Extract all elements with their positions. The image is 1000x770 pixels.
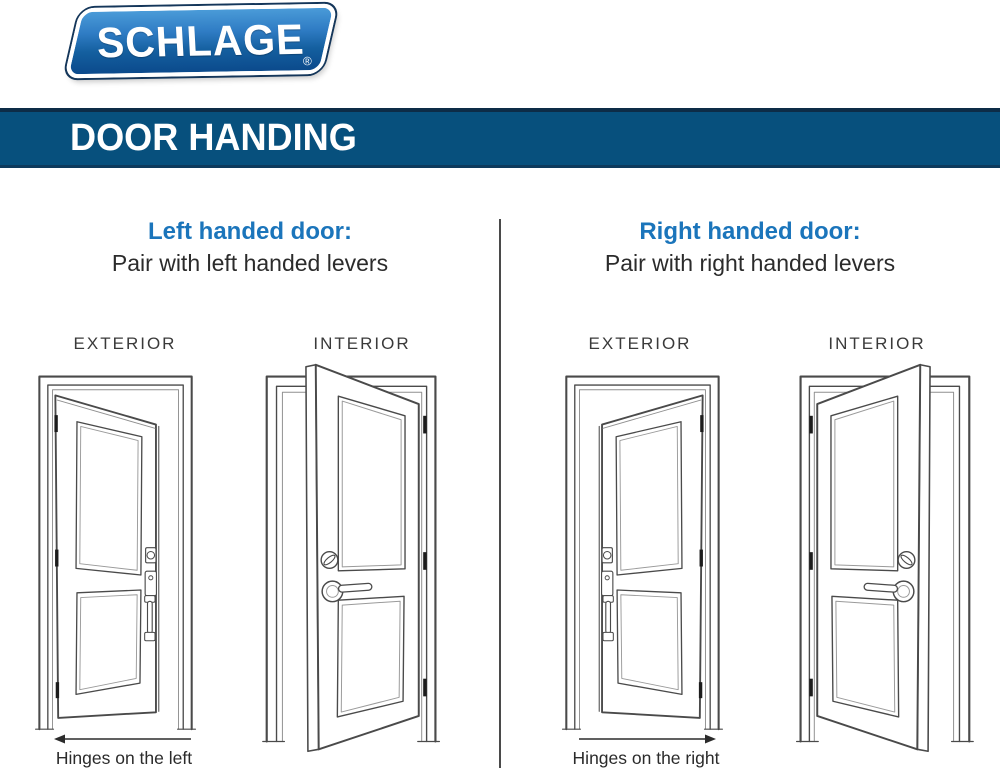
right-exterior-label: EXTERIOR — [588, 334, 692, 353]
schlage-logo — [72, 6, 330, 76]
right-handed-door-heading: Right handed door: — [639, 218, 861, 245]
right-column-header — [500, 218, 1000, 277]
column-divider — [499, 219, 501, 768]
right-interior-label: INTERIOR — [828, 334, 926, 353]
left-arrow-icon — [54, 733, 194, 745]
left-column-header — [0, 218, 500, 277]
right-arrow-icon — [576, 733, 716, 745]
schlage-logo-text: SCHLAGE — [95, 14, 307, 67]
left-handed-door-heading: Left handed door: — [148, 218, 352, 245]
title-banner — [0, 108, 1000, 168]
page-title: DOOR HANDING — [70, 117, 357, 159]
left-interior-label: INTERIOR — [313, 334, 411, 353]
left-handed-door-subheading: Pair with left handed levers — [111, 250, 389, 276]
right-interior-door-diagram — [778, 358, 984, 762]
right-hinge-caption-text: Hinges on the right — [572, 748, 720, 768]
left-exterior-door-diagram — [30, 370, 202, 732]
right-exterior-door-diagram — [556, 370, 728, 732]
right-handed-door-subheading: Pair with right handed levers — [604, 250, 896, 276]
schlage-logo-shape — [64, 4, 338, 79]
left-exterior-label: EXTERIOR — [73, 334, 177, 353]
left-interior-door-diagram — [252, 358, 458, 762]
left-hinge-caption-text: Hinges on the left — [55, 748, 193, 768]
left-hinge-caption — [40, 733, 208, 769]
right-hinge-caption — [562, 733, 730, 769]
registered-trademark-icon: ® — [302, 54, 313, 69]
